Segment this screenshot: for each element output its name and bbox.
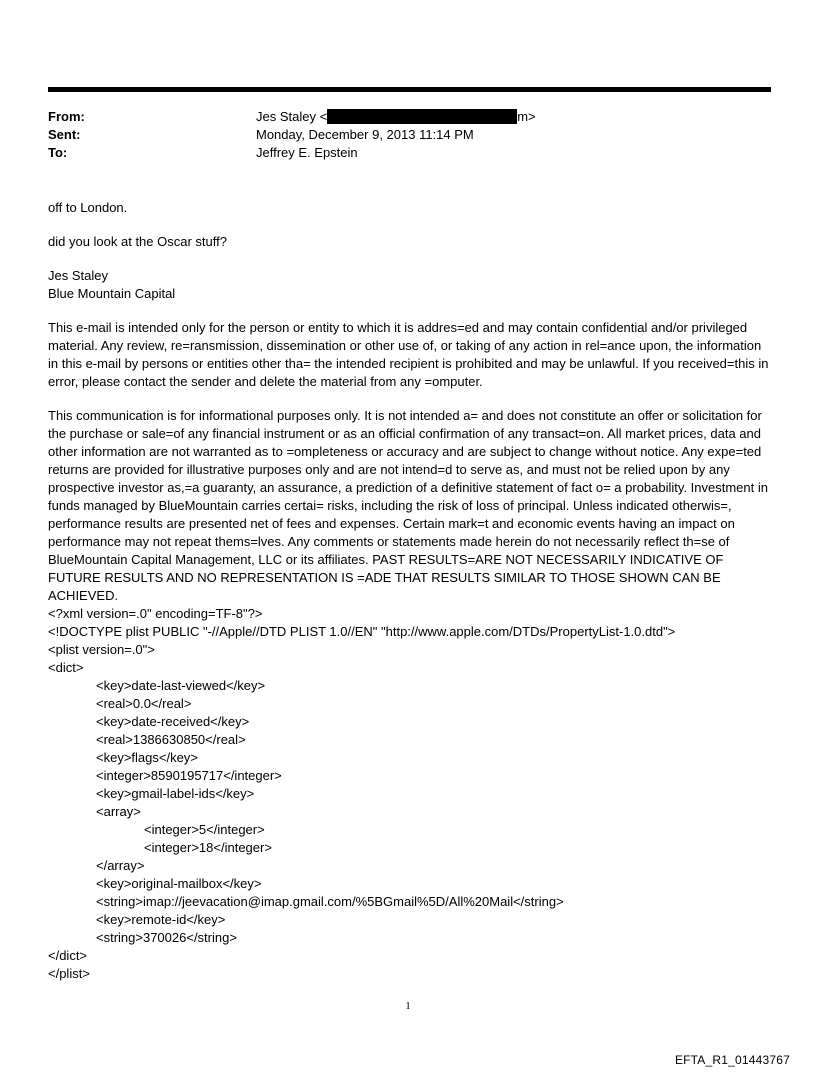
xml-line: <key>date-received</key>	[96, 714, 250, 729]
disclaimer-confidential: This e-mail is intended only for the person or entity to which it is addres=ed and may contain confidential and/or privileged material. Any review, re=ransmission, dissemination or other use of, or taking of any action in rel=ance upon, the information in this e-mail by persons or entities other tha= the intended recipient is prohibited and may be unlawful. If you received=this in error, please contact the sender and delete the material from any =omputer.	[48, 320, 769, 389]
xml-line: <integer>18</integer>	[144, 840, 272, 855]
xml-line: <real>0.0</real>	[96, 696, 192, 711]
xml-line: <?xml version=.0" encoding=TF-8"?>	[48, 606, 263, 621]
xml-line: <!DOCTYPE plist PUBLIC "-//Apple//DTD PLIST 1.0//EN" "http://www.apple.com/DTDs/PropertyList-1.0.dtd">	[48, 624, 676, 639]
xml-line: <key>flags</key>	[96, 750, 198, 765]
xml-line: <key>original-mailbox</key>	[96, 876, 262, 891]
xml-line: <integer>5</integer>	[144, 822, 265, 837]
from-value	[256, 108, 536, 126]
top-rule	[48, 87, 771, 92]
from-value-start: Jes Staley <	[256, 109, 328, 124]
to-label: To:	[48, 145, 68, 160]
xml-line: <key>date-last-viewed</key>	[96, 678, 266, 693]
xml-line: <key>gmail-label-ids</key>	[96, 786, 255, 801]
body-line-2: did you look at the Oscar stuff?	[48, 234, 227, 249]
xml-line: </array>	[96, 858, 145, 873]
xml-line: <string>370026</string>	[96, 930, 237, 945]
xml-line: <array>	[96, 804, 141, 819]
from-row	[48, 108, 771, 126]
xml-line: <dict>	[48, 660, 84, 675]
disclaimer-informational: This communication is for informational purposes only. It is not intended a= and does not constitute an offer or solicitation for the purchase or sale=of any financial instrument or as an official confirmation of any transact=on. All market prices, data and other information are not warranted as to =ompleteness or accuracy and are subject to change without notice. Any expe=ted returns are provided for illustrative purposes only and are not intend=d to serve as, and must not be relied upon by any prospective investor as,=a guaranty, an assurance, a prediction of a definitive statement of fact o= a probability. Investment in funds managed by BlueMountain carries certai= risks, including the risk of loss of principal. Unless indicated otherwis=, performance results are presented net of fees and expenses. Certain mark=t and economic events having an impact on performance may not repeat thems=lves. Any comments or statements made herein do not necessarily reflect th=se of BlueMountain Capital Management, LLC or its affiliates. PAST RESULTS=ARE NOT NECESSARILY INDICATIVE OF FUTURE RESULTS AND NO REPRESENTATION IS =ADE THAT RESULTS SIMILAR TO THOSE SHOWN CAN BE ACHIEVED.	[48, 408, 768, 603]
xml-line: <string>imap://jeevacation@imap.gmail.com/%5BGmail%5D/All%20Mail</string>	[96, 894, 564, 909]
email-header	[48, 108, 771, 162]
xml-line: </plist>	[48, 966, 90, 981]
email-body	[48, 199, 771, 983]
signature-name: Jes Staley	[48, 268, 108, 283]
from-label: From:	[48, 109, 85, 124]
to-row	[48, 144, 771, 162]
sent-row	[48, 126, 771, 144]
signature-company: Blue Mountain Capital	[48, 286, 176, 301]
bates-number: EFTA_R1_01443767	[674, 1053, 790, 1067]
from-value-end: m>	[517, 109, 536, 124]
xml-line: <integer>8590195717</integer>	[96, 768, 282, 783]
sent-value: Monday, December 9, 2013 11:14 PM	[256, 127, 474, 142]
page-number: 1	[405, 1000, 411, 1012]
body-line-1: off to London.	[48, 200, 128, 215]
xml-line: <key>remote-id</key>	[96, 912, 226, 927]
xml-line: <real>1386630850</real>	[96, 732, 246, 747]
sent-label: Sent:	[48, 127, 81, 142]
redaction-box	[327, 109, 517, 124]
to-value: Jeffrey E. Epstein	[256, 145, 358, 160]
xml-line: <plist version=.0">	[48, 642, 155, 657]
xml-block	[48, 605, 771, 983]
xml-line: </dict>	[48, 948, 88, 963]
